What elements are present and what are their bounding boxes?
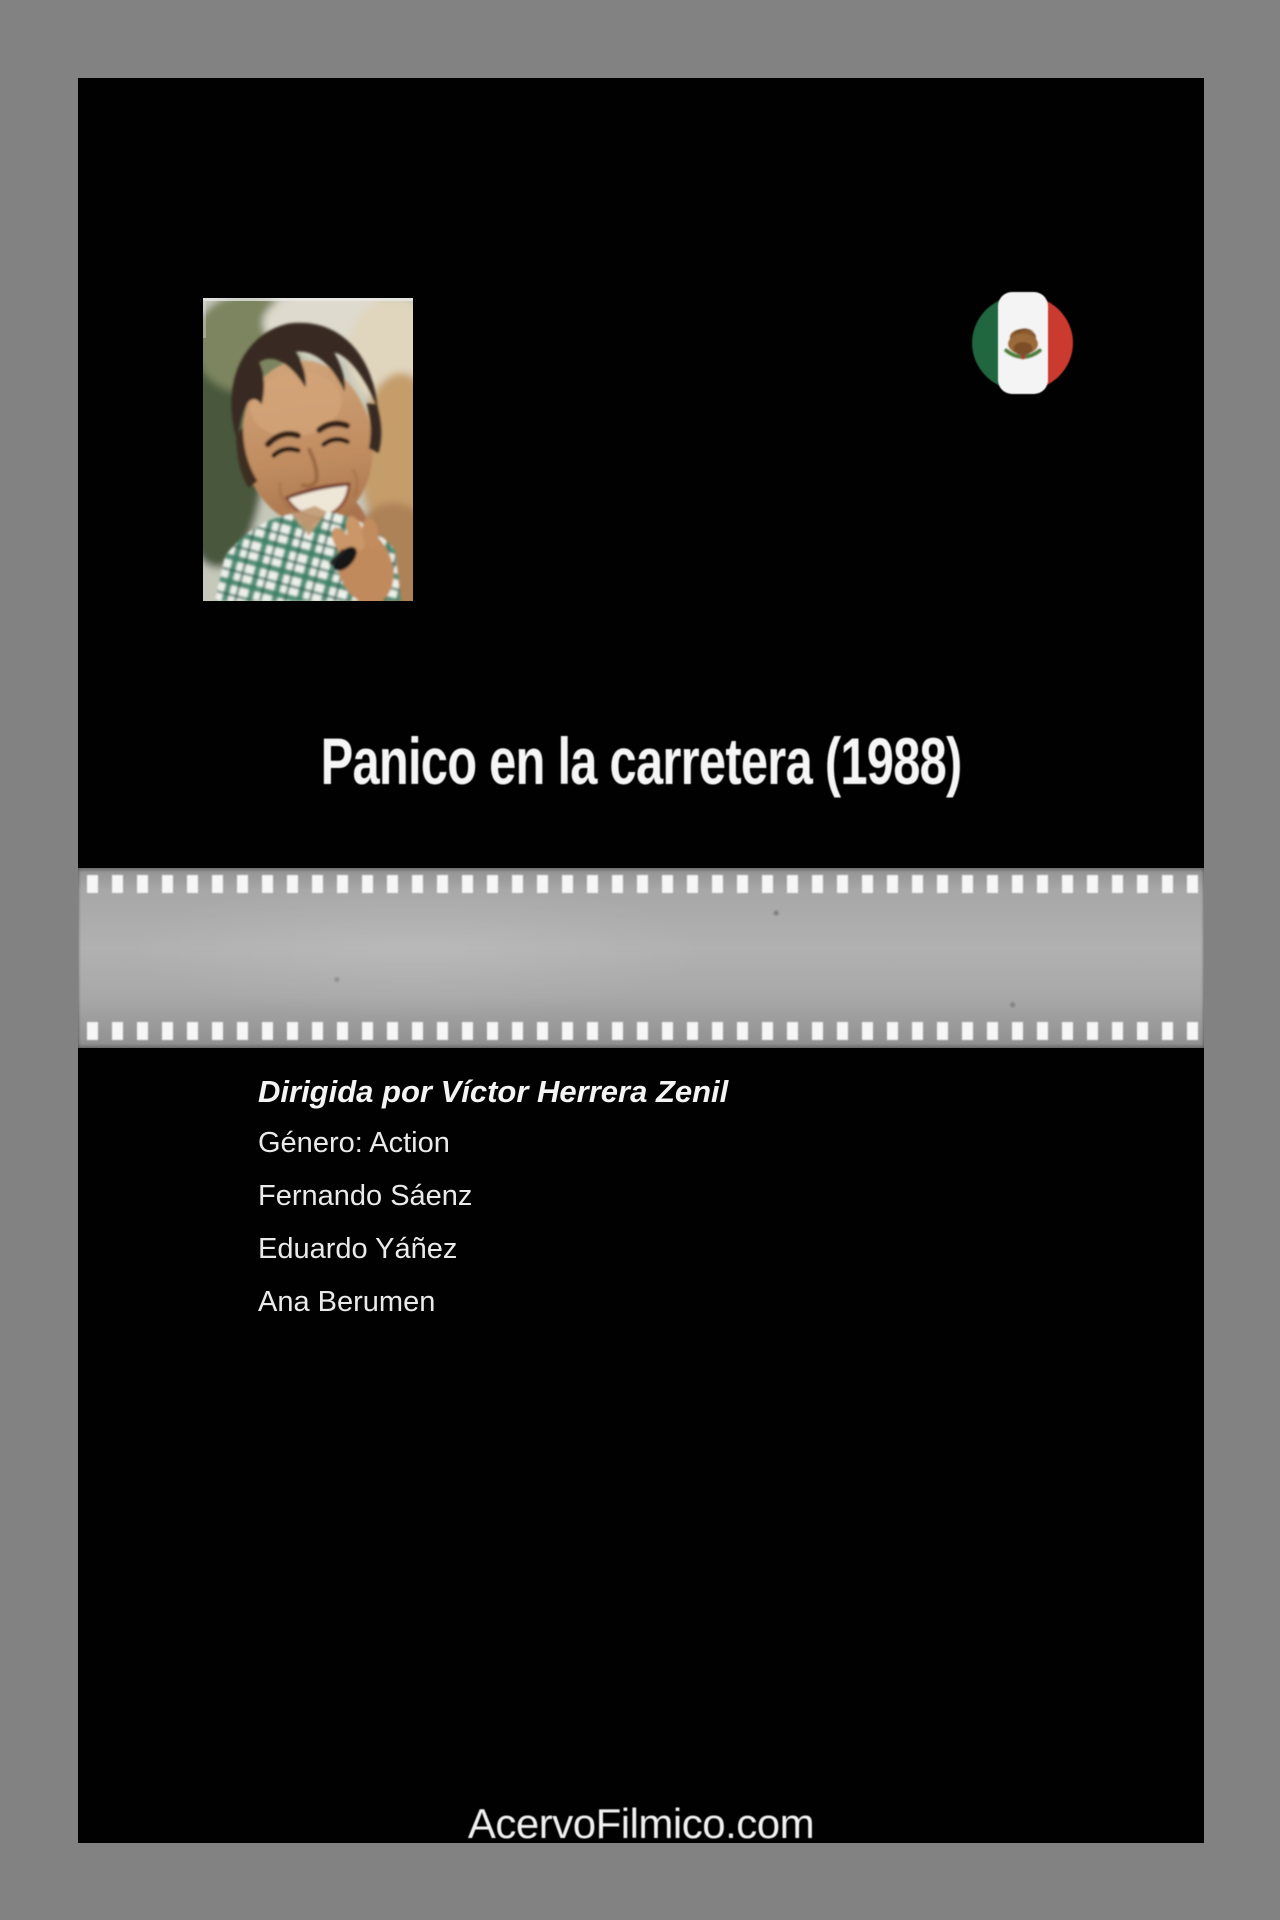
genre-label: Género: Action [258, 1127, 450, 1159]
movie-title [78, 724, 1204, 798]
website-label: AcervoFilmico.com [467, 1800, 815, 1847]
director-credit: Dirigida por Víctor Herrera Zenil [258, 1074, 729, 1109]
film-sprocket-holes-top [80, 875, 1204, 893]
director-portrait-illustration [203, 298, 413, 601]
credits-block [258, 1076, 728, 1341]
mexico-flag-icon [972, 292, 1073, 394]
cast-member: Ana Berumen [258, 1286, 436, 1318]
film-sprocket-holes-bottom [80, 1022, 1204, 1040]
movie-poster [78, 78, 1204, 1847]
director-photo [203, 298, 413, 601]
cast-member: Fernando Sáenz [258, 1180, 473, 1212]
cast-member: Eduardo Yáñez [258, 1233, 458, 1265]
movie-title-text: Panico en la carretera (1988) [320, 724, 962, 798]
film-strip-graphic [78, 868, 1204, 1048]
flag-eagle-crest-icon [995, 315, 1051, 371]
